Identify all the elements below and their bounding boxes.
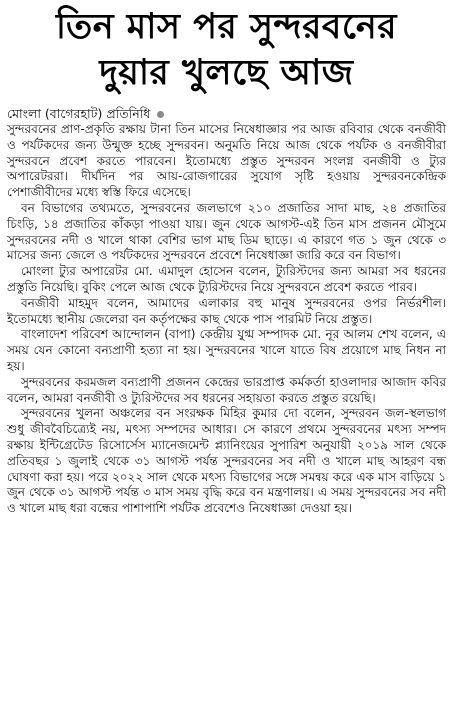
byline [7, 106, 446, 122]
paragraph-intro: সুন্দরবনের প্রাণ-প্রকৃতি রক্ষায় টানা তিন মাসের নিষেধাজ্ঞার পর আজ রবিবার থেকে বনজীবী ও পর্যটকদের জন্য উন্মুক্ত হচ্ছে সুন্দরবন। অনুমতি নিয়ে আজ থেকে পর্যটক ও বনজীবীরা সুন্দরবনে প্রবেশ করতে পারবেন। ইতোমধ্যে প্রস্তুত সুন্দরবন সংলগ্ন বনজীবী ও ট্যুর অপারেটররা। দীর্ঘদিন পর আয়-রোজগারের সুযোগ সৃষ্টি হওয়ায় সুন্দরবনকেন্দ্রিক পেশাজীবীদের মধ্যে স্বস্তি ফিরে এসেছে। [7, 122, 446, 200]
headline [7, 4, 446, 96]
bullet-dot-icon [157, 111, 164, 118]
article-body [7, 122, 446, 517]
headline-line-2: দুয়ার খুলছে আজ [99, 53, 354, 93]
paragraph-forest-worker: বনজীবী মাহমুদ বলেন, আমাদের এলাকার বহু মানুষ সুন্দরবনের ওপর নির্ভরশীল। ইতোমধ্যে স্থানীয় জেলেরা বন কর্তৃপক্ষের কাছ থেকে পাস পারমিট নিয়ে প্রস্তুত। [7, 295, 446, 326]
paragraph-karamjal: সুন্দরবনের করমজল বন্যপ্রাণী প্রজনন কেন্দ্রের ভারপ্রাপ্ত কর্মকর্তা হাওলাদার আজাদ কবির বলেন, আমরা বনজীবী ও ট্যুরিস্টদের সব ধরনের সহায়তা করতে প্রস্তুত রয়েছি। [7, 374, 446, 405]
paragraph-bapa: বাংলাদেশ পরিবেশ আন্দোলন (বাপা) কেন্দ্রীয় যুগ্ম সম্পাদক মো. নূর আলম শেখ বলেন, এ সময় যেন কোনো বন্যপ্রাণী হত্যা না হয়। সুন্দরবনের খালে যাতে বিষ প্রয়োগে মাছ নিধন না হয়। [7, 327, 446, 373]
paragraph-tour-operator: মোংলা ট্যুর অপারেটর মো. এমাদুল হোসেন বলেন, ট্যুরিস্টদের জন্য আমরা সব ধরনের প্রস্তুতি নিয়েছি। বুকিং পেলে আজ থেকে ট্যুরিস্টদের নিয়ে সুন্দরবনে প্রবেশ করতে পারব। [7, 264, 446, 294]
headline-line-1: তিন মাস পর সুন্দরবনের [55, 7, 398, 47]
paragraph-forest-department: বন বিভাগের তথ্যমতে, সুন্দরবনের জলভাগে ২১০ প্রজাতির সাদা মাছ, ২৪ প্রজাতির চিংড়ি, ১৪ প্রজাতির কাঁকড়া পাওয়া যায়। জুন থেকে আগস্ট-এই তিন মাস প্রজনন মৌসুমে সুন্দরবনের নদী ও খালে থাকা বেশির ভাগ মাছ ডিম ছাড়ে। এ কারণে গত ১ জুন থেকে ৩ মাসের জন্য জেলে ও পর্যটকদের সুন্দরবনে প্রবেশে নিষেধাজ্ঞা জারি করে বন বিভাগ। [7, 200, 446, 263]
paragraph-conservator: সুন্দরবনের খুলনা অঞ্চলের বন সংরক্ষক মিহির কুমার দো বলেন, সুন্দরবন জল-স্থলভাগ শুধু জীববৈচিত্র্যেই নয়, মৎস্য সম্পদের আধার। সে কারণে প্রথমে সুন্দরবনের মৎস্য সম্পদ রক্ষায় ইন্টিগ্রেটেড রিসোর্সেস ম্যানেজমেন্ট প্ল্যানিংয়ের সুপারিশ অনুযায়ী ২০১৯ সাল থেকে প্রতিবছর ১ জুলাই থেকে ৩১ আগস্ট পর্যন্ত সুন্দরবনের সব নদী ও খালে মাছ আহরণ বন্ধ ঘোষণা করা হয়। পরে ২০২২ সাল থেকে মৎস্য বিভাগের সঙ্গে সমন্বয় করে এক মাস বাড়িয়ে ১ জুন থেকে ৩১ আগস্ট পর্যন্ত ৩ মাস সময় বৃদ্ধি করে বন মন্ত্রণালয়। এ সময় সুন্দরবনের সব নদী ও খালে মাছ ধরা বন্ধের পাশাপাশি পর্যটক প্রবেশেও নিষেধাজ্ঞা দেওয়া হয়। [7, 406, 446, 516]
byline-text: মোংলা (বাগেরহাট) প্রতিনিধি [7, 106, 151, 121]
